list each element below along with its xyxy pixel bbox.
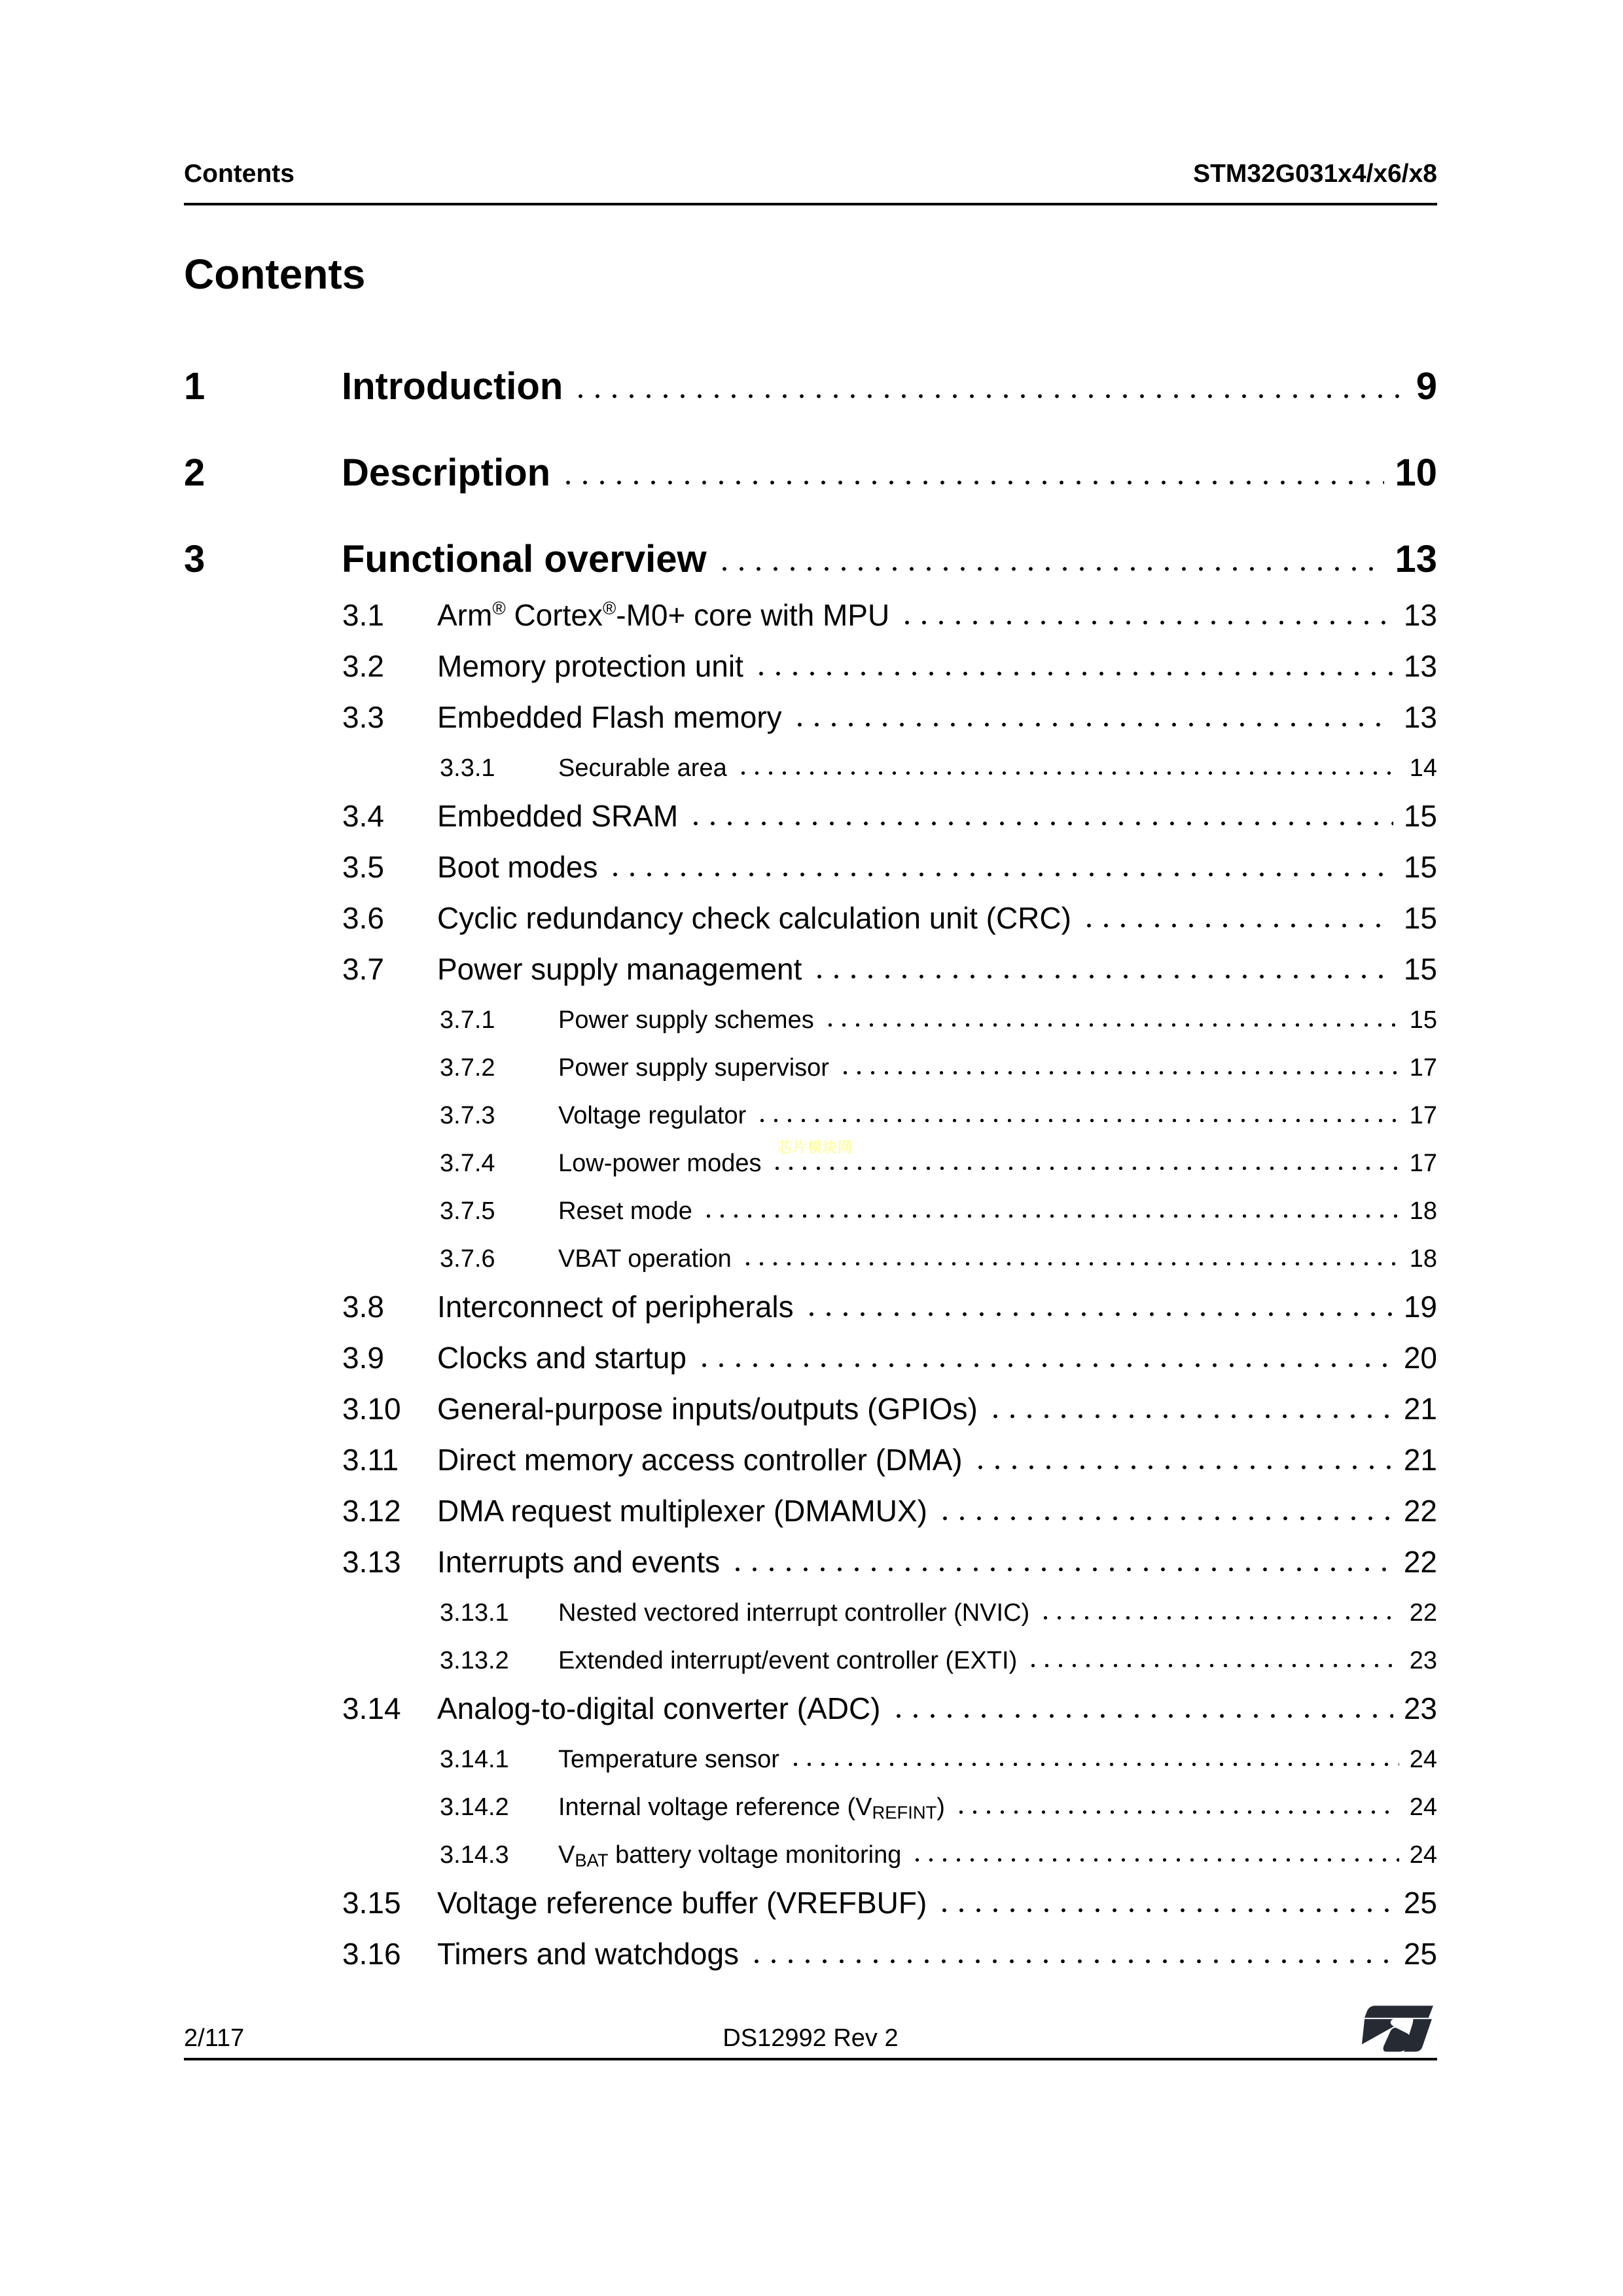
toc-dot-leader: [936, 1515, 1393, 1521]
toc-dot-leader: [607, 872, 1393, 877]
toc-entry-number: 3.16: [342, 1937, 401, 1971]
toc-row[interactable]: [184, 1244, 1437, 1274]
toc-entry-title: Timers and watchdogs: [437, 1937, 740, 1971]
toc-entry-title: Nested vectored interrupt controller (NVIC): [558, 1599, 1030, 1627]
toc-page-number: 13: [1403, 700, 1437, 734]
toc-entry-number: 1: [184, 365, 205, 408]
toc-entry-title: Description: [342, 451, 551, 494]
toc-page-number: 13: [1395, 538, 1437, 580]
toc-entry-number: 3.3.1: [440, 754, 495, 782]
toc-row[interactable]: [184, 364, 1437, 410]
toc-page-number: 24: [1409, 1841, 1437, 1869]
toc-row[interactable]: [184, 699, 1437, 735]
toc-entry-title: Embedded Flash memory: [437, 700, 782, 734]
toc-dot-leader: [803, 1311, 1393, 1317]
toc-entry-number: 3.14: [342, 1691, 401, 1725]
toc-entry-title: Interrupts and events: [437, 1545, 721, 1579]
toc-page-number: 23: [1409, 1647, 1437, 1674]
toc-page-number: 14: [1409, 754, 1437, 782]
footer-rule: [184, 2058, 1437, 2060]
toc-row[interactable]: [184, 1339, 1437, 1376]
toc-page-number: 21: [1403, 1443, 1437, 1477]
toc-dot-leader: [789, 1761, 1399, 1767]
footer-page-indicator: 2/117: [184, 2024, 245, 2052]
toc-row[interactable]: [184, 1840, 1437, 1870]
toc-entry-number: 3.11: [342, 1443, 399, 1477]
toc-entry-number: 3.7.4: [440, 1150, 495, 1177]
toc-entry-title: Power supply schemes: [558, 1006, 814, 1034]
toc-row[interactable]: [184, 1598, 1437, 1628]
toc-entry-number: 3.2: [342, 649, 384, 683]
toc-entry-title: Power supply supervisor: [558, 1054, 829, 1082]
toc-entry-title: Direct memory access controller (DMA): [437, 1443, 963, 1477]
toc-row[interactable]: [184, 1005, 1437, 1035]
toc-row[interactable]: [184, 1544, 1437, 1580]
toc-row[interactable]: [184, 1492, 1437, 1529]
toc-entry-title: Boot modes: [437, 850, 598, 884]
toc-entry-title: Power supply management: [437, 952, 802, 986]
toc-dot-leader: [753, 671, 1393, 677]
toc-page-number: 24: [1409, 1746, 1437, 1773]
toc-row[interactable]: [184, 1690, 1437, 1727]
toc-page-number: 22: [1403, 1545, 1437, 1579]
toc-page-number: 19: [1403, 1290, 1437, 1324]
toc-entry-number: 3.7.3: [440, 1102, 495, 1129]
toc-dot-leader: [972, 1464, 1393, 1470]
running-header: [184, 159, 1437, 189]
toc-dot-leader: [748, 1958, 1393, 1964]
toc-page-number: 22: [1409, 1599, 1437, 1627]
toc-dot-leader: [696, 1362, 1393, 1368]
toc-row[interactable]: [184, 648, 1437, 684]
watermark-text: 芯片模块网: [777, 1139, 853, 1156]
toc-dot-leader: [1026, 1663, 1399, 1669]
toc-page-number: 25: [1403, 1937, 1437, 1971]
superscript-mark: ®: [492, 597, 506, 618]
toc-entry-title: Embedded SRAM: [437, 799, 679, 833]
toc-page-number: 15: [1403, 799, 1437, 833]
toc-entry-title: General-purpose inputs/outputs (GPIOs): [437, 1392, 978, 1426]
toc-dot-leader: [702, 1213, 1399, 1219]
toc-row[interactable]: [184, 1101, 1437, 1131]
toc-page-number: 13: [1403, 649, 1437, 683]
toc-row[interactable]: [184, 900, 1437, 936]
toc-page-number: 15: [1403, 850, 1437, 884]
toc-entry-title: Introduction: [342, 365, 563, 408]
toc-row[interactable]: [184, 849, 1437, 885]
toc-page-number: 17: [1409, 1102, 1437, 1129]
toc-entry-title: Functional overview: [342, 538, 707, 580]
toc-row[interactable]: [184, 1196, 1437, 1226]
toc-dot-leader: [1080, 923, 1393, 928]
superscript-mark: ®: [602, 597, 616, 618]
toc-page-number: 24: [1409, 1793, 1437, 1821]
toc-entry-title: Voltage reference buffer (VREFBUF): [437, 1886, 927, 1920]
footer-doc-ref: DS12992 Rev 2: [722, 2024, 899, 2052]
toc-entry-number: 3.13: [342, 1545, 401, 1579]
toc-row[interactable]: [184, 537, 1437, 582]
toc-entry-title: Clocks and startup: [437, 1341, 687, 1375]
toc-dot-leader: [823, 1022, 1399, 1028]
toc-row[interactable]: [184, 798, 1437, 834]
toc-dot-leader: [954, 1809, 1399, 1815]
toc-dot-leader: [741, 1261, 1399, 1267]
toc-dot-leader: [838, 1070, 1399, 1076]
toc-dot-leader: [1039, 1615, 1399, 1621]
toc-page-number: 15: [1403, 952, 1437, 986]
toc-dot-leader: [729, 1566, 1393, 1572]
toc-row[interactable]: [184, 1053, 1437, 1083]
toc-entry-title: Reset mode: [558, 1197, 692, 1225]
toc-page-number: 15: [1403, 901, 1437, 935]
toc-entry-number: 3.13.1: [440, 1599, 509, 1627]
toc-entry-number: 3.1: [342, 598, 384, 632]
toc-row[interactable]: [184, 450, 1437, 496]
toc-entry-number: 3.14.2: [440, 1793, 509, 1821]
toc-entry-number: 3: [184, 538, 205, 580]
toc-dot-leader: [572, 393, 1405, 399]
toc-dot-leader: [910, 1857, 1399, 1863]
toc-entry-number: 3.8: [342, 1290, 384, 1324]
toc-dot-leader: [890, 1713, 1393, 1719]
toc-dot-leader: [755, 1118, 1399, 1123]
toc-entry-number: 3.10: [342, 1392, 401, 1426]
toc-entry-title: VBAT operation: [558, 1245, 732, 1273]
toc-row[interactable]: [184, 951, 1437, 987]
toc-page-number: 9: [1416, 365, 1437, 408]
running-header-part-number: STM32G031x4/x6/x8: [1193, 160, 1437, 188]
toc-page-number: 15: [1409, 1006, 1437, 1034]
toc-dot-leader: [687, 821, 1393, 826]
toc-entry-number: 3.4: [342, 799, 384, 833]
toc-page-number: 18: [1409, 1197, 1437, 1225]
header-rule: [184, 203, 1437, 205]
toc-entry-title: DMA request multiplexer (DMAMUX): [437, 1494, 927, 1528]
toc-entry-number: 3.14.1: [440, 1746, 509, 1773]
toc-page-number: 17: [1409, 1054, 1437, 1082]
toc-entry-title: Interconnect of peripherals: [437, 1290, 794, 1324]
toc-entry-number: 3.13.2: [440, 1647, 509, 1674]
toc-page-number: 18: [1409, 1245, 1437, 1273]
toc-entry-number: 3.7.5: [440, 1197, 495, 1225]
toc-row[interactable]: [184, 1744, 1437, 1775]
toc-page-number: 22: [1403, 1494, 1437, 1528]
toc-page-number: 13: [1403, 598, 1437, 632]
toc-row[interactable]: [184, 1884, 1437, 1921]
st-logo-icon: [1361, 2005, 1435, 2052]
toc-row[interactable]: [184, 1646, 1437, 1676]
page-title: Contents: [184, 251, 366, 298]
toc-entry-number: 3.7: [342, 952, 384, 986]
toc-entry-number: 3.7.1: [440, 1006, 495, 1034]
toc-entry-title: Low-power modes: [558, 1150, 762, 1177]
toc-page-number: 10: [1395, 451, 1437, 494]
toc-entry-title: Internal voltage reference $(V_{REFINT})$: [558, 1793, 945, 1823]
toc-entry-title: Cyclic redundancy check calculation unit (CRC): [437, 901, 1071, 935]
toc-row[interactable]: [184, 1441, 1437, 1478]
toc-dot-leader: [987, 1413, 1393, 1419]
toc-dot-leader: [736, 770, 1399, 776]
toc-page-number: 17: [1409, 1150, 1437, 1177]
toc-entry-number: 3.3: [342, 700, 384, 734]
toc-entry-number: 3.12: [342, 1494, 401, 1528]
toc-dot-leader: [936, 1907, 1393, 1913]
toc-entry-title: Extended interrupt/event controller (EXTI): [558, 1647, 1018, 1674]
toc-page-number: 21: [1403, 1392, 1437, 1426]
toc-page-number: 25: [1403, 1886, 1437, 1920]
toc-dot-leader: [716, 566, 1385, 572]
toc-entry-number: 3.15: [342, 1886, 401, 1920]
toc-entry-title: Securable area: [558, 754, 727, 782]
toc-row[interactable]: [184, 753, 1437, 783]
toc-entry-number: 3.14.3: [440, 1841, 509, 1869]
toc-dot-leader: [811, 974, 1393, 980]
toc-entry-number: 3.6: [342, 901, 384, 935]
toc-entry-number: 3.7.2: [440, 1054, 495, 1082]
toc-page-number: 23: [1403, 1691, 1437, 1725]
toc-dot-leader: [899, 620, 1393, 626]
toc-page-number: 20: [1403, 1341, 1437, 1375]
subscript-mark: REFINT: [872, 1802, 937, 1823]
toc: [184, 364, 1437, 1972]
toc-entry-title: Temperature sensor: [558, 1746, 779, 1773]
toc-entry-title: Analog-to-digital converter (ADC): [437, 1691, 881, 1725]
toc-entry-title: Arm® Cortex®-M0+ core with MPU: [437, 597, 890, 632]
toc-entry-number: 3.5: [342, 850, 384, 884]
toc-row[interactable]: [184, 597, 1437, 633]
toc-row[interactable]: [184, 1390, 1437, 1427]
subscript-mark: BAT: [575, 1850, 609, 1871]
toc-row[interactable]: [184, 1288, 1437, 1325]
toc-entry-number: 3.9: [342, 1341, 384, 1375]
toc-entry-title: $V_{BAT}$ battery voltage monitoring: [558, 1841, 902, 1871]
toc-entry-number: 3.7.6: [440, 1245, 495, 1273]
toc-entry-title: Memory protection unit: [437, 649, 743, 683]
toc-dot-leader: [560, 480, 1384, 486]
running-header-section: Contents: [184, 160, 294, 188]
toc-dot-leader: [791, 722, 1393, 728]
toc-dot-leader: [770, 1165, 1399, 1171]
toc-entry-title: Voltage regulator: [558, 1102, 747, 1129]
toc-entry-number: 2: [184, 451, 205, 494]
toc-row[interactable]: [184, 1792, 1437, 1822]
toc-row[interactable]: [184, 1935, 1437, 1972]
